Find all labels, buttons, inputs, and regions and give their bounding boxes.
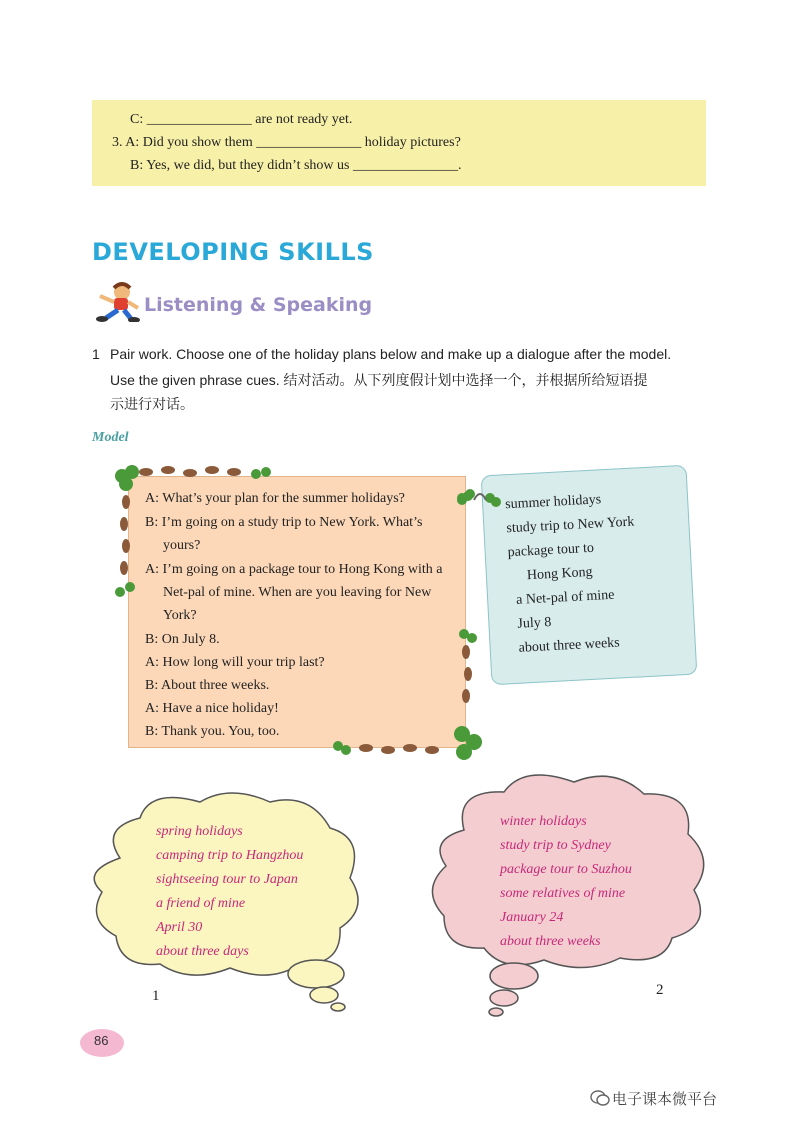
running-boy-icon: [92, 282, 140, 322]
plan2-line: winter holidays: [500, 814, 587, 829]
plan2-line: study trip to Sydney: [500, 838, 611, 853]
plan2-line: some relatives of mine: [500, 886, 626, 901]
instruction-number: 1: [92, 346, 100, 362]
cue-item: study trip to New York: [506, 514, 635, 537]
plan1-line: sightseeing tour to Japan: [156, 872, 298, 887]
exercise-line-c: C: _______________ are not ready yet.: [130, 112, 353, 127]
dialogue-line: A: How long will your trip last?: [145, 655, 325, 670]
plan1-line: camping trip to Hangzhou: [156, 848, 304, 863]
dialogue-line: B: Thank you. You, too.: [145, 724, 280, 739]
dialogue-line: Net-pal of mine. When are you leaving for New: [163, 585, 432, 600]
section-title: DEVELOPING SKILLS: [92, 238, 374, 266]
instruction-line-1: Pair work. Choose one of the holiday plans below and make up a dialogue after the model.: [110, 346, 672, 362]
cue-item: about three weeks: [518, 635, 621, 656]
cue-item: July 8: [517, 615, 552, 632]
plan2-line: package tour to Suzhou: [500, 862, 632, 877]
exercise-line-3b: B: Yes, we did, but they didn’t show us _______________.: [130, 158, 462, 173]
cue-card: [481, 465, 698, 685]
instruction-line-3: 示进行对话。: [110, 396, 194, 412]
plan1-line: a friend of mine: [156, 896, 246, 911]
dialogue-line: York?: [163, 608, 197, 623]
plan2-number: 2: [656, 982, 664, 998]
dialogue-line: B: I’m going on a study trip to New York. What’s: [145, 515, 423, 530]
exercise-line-3a: 3. A: Did you show them _______________ holiday pictures?: [112, 135, 461, 150]
plan1-number: 1: [152, 988, 160, 1004]
dialogue-line: yours?: [163, 538, 201, 553]
plan1-line: about three days: [156, 944, 249, 959]
cue-item: summer holidays: [504, 492, 602, 513]
plan1-line: April 30: [156, 920, 203, 935]
page-number-badge: [80, 1028, 124, 1058]
cue-item: package tour to: [507, 540, 595, 561]
model-label: Model: [92, 430, 129, 445]
watermark-text: 电子课本微平台: [612, 1090, 718, 1108]
dialogue-line: B: About three weeks.: [145, 678, 270, 693]
plan1-line: spring holidays: [156, 824, 243, 839]
dialogue-line: A: What’s your plan for the summer holidays?: [145, 491, 405, 506]
exercise-box: [92, 100, 706, 186]
dialogue-line: B: On July 8.: [145, 632, 220, 647]
cue-item: Hong Kong: [526, 564, 593, 584]
plan2-line: about three weeks: [500, 934, 601, 949]
dialogue-line: A: Have a nice holiday!: [145, 701, 279, 716]
wechat-icon: [590, 1088, 610, 1108]
cue-item: a Net-pal of mine: [515, 587, 615, 608]
clover-vine-decoration: [106, 462, 496, 762]
plan2-line: January 24: [500, 910, 564, 925]
instruction-line-2: Use the given phrase cues. 结对活动。从下列度假计划中选择一个，并根据所给短语提: [110, 372, 648, 388]
page-number: 86: [94, 1033, 109, 1048]
clover-clip-icon: [454, 488, 502, 512]
dialogue-line: A: I’m going on a package tour to Hong Kong with a: [145, 562, 443, 577]
sub-title: Listening & Speaking: [144, 294, 373, 316]
